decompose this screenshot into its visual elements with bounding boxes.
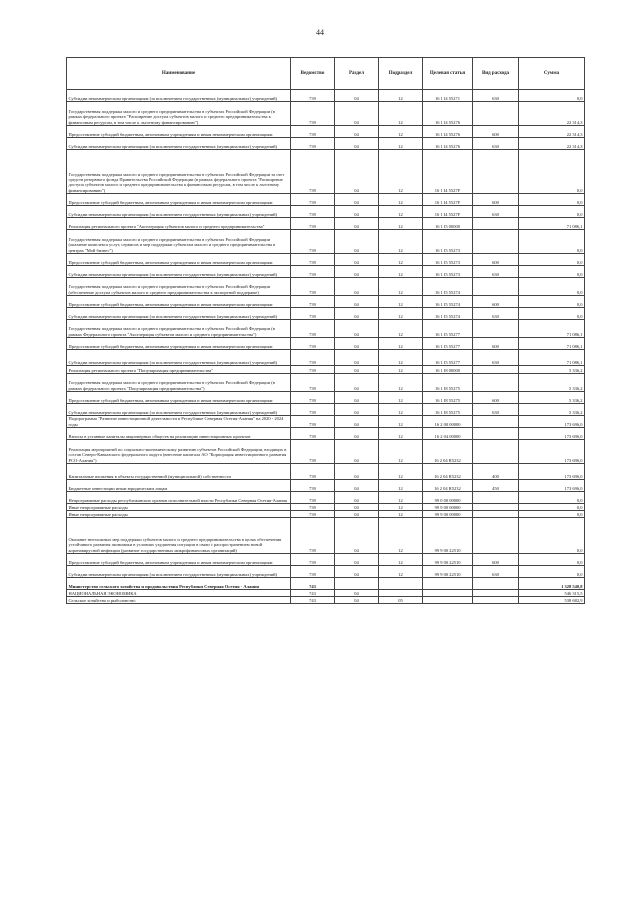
cell-sum: 0,0	[519, 278, 585, 296]
cell-razdel: 04	[335, 518, 379, 554]
cell-ved: 739	[291, 206, 335, 218]
cell-podrazdel	[379, 578, 423, 590]
table-row	[67, 440, 585, 464]
cell-sum: 0,0	[519, 266, 585, 278]
cell-name: Реализация мероприятий по социально-экономическому развитию субъектов Российской Федерации, входящих в состав Северо-Кавказского федерального округа (внесение капитала АО "Корпорация инвестиционного развития РСО-Алания")	[67, 440, 291, 464]
table-row	[67, 464, 585, 480]
cell-sum: 0,0	[519, 492, 585, 504]
cell-cs: 99 9 00 22510	[423, 518, 473, 554]
cell-ved: 739	[291, 254, 335, 266]
cell-name: Предоставление субсидий бюджетным, автономным учреждениям и иным некоммерческим организациям	[67, 194, 291, 206]
cell-name: Предоставление субсидий бюджетным, автономным учреждениям и иным некоммерческим организациям	[67, 296, 291, 308]
table-row	[67, 296, 585, 308]
cell-vr	[473, 102, 519, 126]
page-number: 44	[316, 28, 324, 37]
cell-vr	[473, 374, 519, 392]
cell-cs: 16 1 I4 5527F	[423, 194, 473, 206]
cell-sum: 71 086,1	[519, 338, 585, 350]
cell-vr: 600	[473, 126, 519, 138]
cell-name: Бюджетные инвестиции иным юридическим лицам	[67, 480, 291, 492]
table-row	[67, 480, 585, 492]
cell-razdel: 04	[335, 126, 379, 138]
cell-name: Субсидии некоммерческим организациям (за исключением государственных (муниципальных) учреждений)	[67, 138, 291, 150]
cell-name: Субсидии некоммерческим организациям (за исключением государственных (муниципальных) учреждений)	[67, 308, 291, 320]
cell-vr	[473, 416, 519, 428]
cell-vr: 630	[473, 308, 519, 320]
cell-sum: 71 086,1	[519, 218, 585, 230]
cell-razdel: 04	[335, 230, 379, 254]
cell-vr: 630	[473, 266, 519, 278]
cell-vr	[473, 428, 519, 440]
cell-name: Оказание неотложных мер поддержки субъектов малого и среднего предпринимательства в целях обеспечения устойчивого развития экономики в условиях ухудшения ситуации в связи с распространением новой коронавирусной инфекции (развитие государственных микрофинансовых организаций)	[67, 518, 291, 554]
cell-cs: 16 1 I8 55275	[423, 374, 473, 392]
cell-name: Субсидии некоммерческим организациям (за исключением государственных (муниципальных) учреждений)	[67, 566, 291, 578]
cell-podrazdel: 12	[379, 138, 423, 150]
cell-cs: 99 9 00 00000	[423, 504, 473, 511]
cell-vr	[473, 218, 519, 230]
cell-razdel	[335, 578, 379, 590]
cell-ved: 739	[291, 266, 335, 278]
cell-podrazdel: 12	[379, 464, 423, 480]
cell-sum: 173 696,0	[519, 480, 585, 492]
cell-sum: 22 314,3	[519, 102, 585, 126]
cell-ved: 743	[291, 590, 335, 597]
cell-ved: 739	[291, 278, 335, 296]
cell-razdel: 04	[335, 416, 379, 428]
cell-razdel: 04	[335, 590, 379, 597]
table-row	[67, 597, 585, 604]
table-row	[67, 492, 585, 504]
cell-ved: 739	[291, 366, 335, 374]
cell-razdel: 04	[335, 428, 379, 440]
cell-razdel: 04	[335, 440, 379, 464]
cell-sum: 5 336,2	[519, 404, 585, 416]
cell-name: Подпрограмма "Развитие инвестиционной деятельности в Республике Северная Осетия-Алания" на 2020 - 2024 годы	[67, 416, 291, 428]
cell-ved: 739	[291, 338, 335, 350]
cell-ved: 739	[291, 566, 335, 578]
header-vr: Вид расхода	[473, 58, 519, 90]
cell-name: Субсидии некоммерческим организациям (за исключением государственных (муниципальных) учреждений)	[67, 206, 291, 218]
cell-podrazdel: 12	[379, 126, 423, 138]
cell-razdel: 04	[335, 511, 379, 518]
cell-podrazdel: 12	[379, 206, 423, 218]
cell-sum: 5 336,2	[519, 366, 585, 374]
cell-razdel: 04	[335, 150, 379, 194]
cell-razdel: 04	[335, 350, 379, 366]
cell-ved: 739	[291, 492, 335, 504]
cell-vr: 630	[473, 566, 519, 578]
cell-cs: 16 1 I5 55277	[423, 338, 473, 350]
cell-vr: 600	[473, 296, 519, 308]
cell-cs: 16 2 04 00000	[423, 428, 473, 440]
cell-cs: 16 1 I4 5527F	[423, 150, 473, 194]
cell-podrazdel: 12	[379, 518, 423, 554]
table-row	[67, 392, 585, 404]
cell-sum: 0,0	[519, 511, 585, 518]
cell-ved: 739	[291, 150, 335, 194]
cell-cs: 16 2 04 R5232	[423, 480, 473, 492]
cell-razdel: 04	[335, 554, 379, 566]
cell-sum: 5 336,2	[519, 374, 585, 392]
cell-podrazdel: 12	[379, 254, 423, 266]
cell-razdel: 04	[335, 278, 379, 296]
cell-sum: 173 696,0	[519, 440, 585, 464]
cell-cs: 16 1 I4 55276	[423, 126, 473, 138]
cell-cs: 16 1 I4 55276	[423, 102, 473, 126]
cell-name: Государственная поддержка малого и среднего предпринимательства в субъектах Российской Федерации (обеспечение доступа субъектов малого и среднего предпринимательства к экспортной поддержке)	[67, 278, 291, 296]
cell-podrazdel: 12	[379, 392, 423, 404]
cell-vr: 630	[473, 138, 519, 150]
cell-razdel: 04	[335, 296, 379, 308]
cell-podrazdel: 12	[379, 404, 423, 416]
table-row	[67, 338, 585, 350]
cell-podrazdel: 12	[379, 440, 423, 464]
table-row	[67, 320, 585, 338]
cell-name: Министерство сельского хозяйства и продовольствия Республики Северная Осетия - Алания	[67, 578, 291, 590]
cell-sum: 173 696,0	[519, 464, 585, 480]
cell-vr: 400	[473, 464, 519, 480]
cell-name: Предоставление субсидий бюджетным, автономным учреждениям и иным некоммерческим организациям	[67, 554, 291, 566]
cell-sum: 0,0	[519, 296, 585, 308]
table-row	[67, 194, 585, 206]
cell-razdel: 04	[335, 374, 379, 392]
cell-cs	[423, 590, 473, 597]
cell-razdel: 04	[335, 366, 379, 374]
table-row	[67, 150, 585, 194]
cell-razdel: 04	[335, 566, 379, 578]
cell-cs: 16 2 04 R5232	[423, 464, 473, 480]
cell-cs: 16 1 I4 55271	[423, 90, 473, 102]
cell-sum: 538 682,9	[519, 597, 585, 604]
cell-cs: 16 1 I4 55276	[423, 138, 473, 150]
cell-name: Субсидии некоммерческим организациям (за исключением государственных (муниципальных) учреждений)	[67, 90, 291, 102]
cell-sum: 173 696,0	[519, 428, 585, 440]
cell-cs: 16 1 I4 5527F	[423, 206, 473, 218]
cell-cs: 16 1 I5 55273	[423, 266, 473, 278]
cell-razdel: 04	[335, 266, 379, 278]
cell-podrazdel: 12	[379, 308, 423, 320]
table-row	[67, 266, 585, 278]
cell-ved: 739	[291, 218, 335, 230]
table-row	[67, 254, 585, 266]
cell-vr: 600	[473, 254, 519, 266]
cell-podrazdel: 12	[379, 416, 423, 428]
cell-ved: 739	[291, 350, 335, 366]
cell-podrazdel: 12	[379, 480, 423, 492]
cell-name: Иные непрограммные расходы	[67, 504, 291, 511]
cell-cs: 99 9 00 00000	[423, 511, 473, 518]
cell-ved: 739	[291, 102, 335, 126]
cell-cs: 99 9 00 22510	[423, 554, 473, 566]
table-row	[67, 554, 585, 566]
cell-ved: 739	[291, 374, 335, 392]
cell-razdel: 04	[335, 492, 379, 504]
cell-ved: 739	[291, 194, 335, 206]
cell-cs: 99 9 00 22510	[423, 566, 473, 578]
header-name: Наименование	[67, 58, 291, 90]
cell-ved: 739	[291, 480, 335, 492]
cell-razdel: 04	[335, 404, 379, 416]
cell-razdel: 04	[335, 392, 379, 404]
cell-cs: 16 1 I5 55277	[423, 320, 473, 338]
cell-podrazdel: 12	[379, 278, 423, 296]
cell-razdel: 04	[335, 218, 379, 230]
cell-ved: 739	[291, 392, 335, 404]
cell-name: Субсидии некоммерческим организациям (за исключением государственных (муниципальных) учреждений)	[67, 266, 291, 278]
cell-vr	[473, 590, 519, 597]
cell-cs: 16 1 I5 00000	[423, 218, 473, 230]
table-row	[67, 428, 585, 440]
cell-vr: 630	[473, 90, 519, 102]
cell-ved: 739	[291, 511, 335, 518]
table-row	[67, 126, 585, 138]
budget-table-container	[66, 57, 584, 604]
table-row	[67, 578, 585, 590]
cell-vr	[473, 278, 519, 296]
cell-cs: 16 1 I5 55274	[423, 296, 473, 308]
cell-podrazdel: 12	[379, 374, 423, 392]
cell-sum: 0,0	[519, 194, 585, 206]
cell-ved: 739	[291, 126, 335, 138]
cell-ved: 739	[291, 440, 335, 464]
cell-vr	[473, 440, 519, 464]
cell-sum: 71 086,1	[519, 350, 585, 366]
cell-cs: 16 1 I8 55275	[423, 392, 473, 404]
cell-razdel: 04	[335, 338, 379, 350]
cell-sum: 546 315,5	[519, 590, 585, 597]
table-row	[67, 504, 585, 511]
cell-razdel: 04	[335, 254, 379, 266]
cell-vr: 630	[473, 404, 519, 416]
table-header-row	[67, 58, 585, 90]
cell-sum: 173 696,0	[519, 416, 585, 428]
cell-vr: 600	[473, 194, 519, 206]
cell-vr	[473, 511, 519, 518]
cell-razdel: 04	[335, 464, 379, 480]
cell-vr	[473, 230, 519, 254]
cell-podrazdel: 12	[379, 102, 423, 126]
cell-podrazdel: 05	[379, 597, 423, 604]
cell-podrazdel: 12	[379, 90, 423, 102]
cell-name: Государственная поддержка малого и среднего предпринимательства в субъектах Российской Федерации (в рамках Федерального проекта "Акселерация субъектов малого и среднего предпринимательства")	[67, 320, 291, 338]
cell-razdel: 04	[335, 308, 379, 320]
cell-ved: 739	[291, 90, 335, 102]
cell-name: Субсидии некоммерческим организациям (за исключением государственных (муниципальных) учреждений)	[67, 404, 291, 416]
cell-sum: 22 314,3	[519, 138, 585, 150]
cell-razdel: 04	[335, 194, 379, 206]
cell-name: Капитальные вложения в объекты государственной (муниципальной) собственности	[67, 464, 291, 480]
cell-vr	[473, 518, 519, 554]
cell-podrazdel: 12	[379, 194, 423, 206]
table-row	[67, 102, 585, 126]
cell-vr: 600	[473, 392, 519, 404]
cell-name: Предоставление субсидий бюджетным, автономным учреждениям и иным некоммерческим организациям	[67, 338, 291, 350]
cell-vr	[473, 578, 519, 590]
cell-ved: 739	[291, 308, 335, 320]
cell-cs: 16 1 I8 00000	[423, 366, 473, 374]
table-row	[67, 230, 585, 254]
cell-ved: 739	[291, 428, 335, 440]
cell-cs: 16 1 I5 55277	[423, 350, 473, 366]
cell-sum: 0,0	[519, 308, 585, 320]
cell-sum: 22 314,3	[519, 126, 585, 138]
cell-podrazdel: 12	[379, 320, 423, 338]
cell-vr: 450	[473, 480, 519, 492]
cell-vr: 630	[473, 206, 519, 218]
cell-vr: 600	[473, 338, 519, 350]
cell-ved: 739	[291, 230, 335, 254]
cell-razdel: 04	[335, 480, 379, 492]
cell-name: Предоставление субсидий бюджетным, автономным учреждениям и иным некоммерческим организациям	[67, 392, 291, 404]
table-row	[67, 511, 585, 518]
cell-ved: 739	[291, 504, 335, 511]
cell-name: Реализация регионального проекта "Акселерация субъектов малого и среднего предпринимательства"	[67, 218, 291, 230]
cell-podrazdel: 12	[379, 554, 423, 566]
cell-podrazdel: 12	[379, 428, 423, 440]
cell-podrazdel: 12	[379, 492, 423, 504]
cell-name: Государственная поддержка малого и среднего предпринимательства в субъектах Российской Федерации (оказание комплекса услуг, сервисов и мер поддержки субъектам малого и среднего предпринимательства в центрах "Мой бизнес")	[67, 230, 291, 254]
cell-podrazdel: 12	[379, 511, 423, 518]
cell-name: Предоставление субсидий бюджетным, автономным учреждениям и иным некоммерческим организациям	[67, 126, 291, 138]
cell-vr: 600	[473, 554, 519, 566]
cell-cs: 99 0 00 00000	[423, 492, 473, 504]
header-podrazdel: Подраздел	[379, 58, 423, 90]
cell-cs: 16 1 I5 55273	[423, 230, 473, 254]
cell-podrazdel: 12	[379, 230, 423, 254]
cell-sum: 71 086,1	[519, 320, 585, 338]
cell-cs: 16 2 04 R5232	[423, 440, 473, 464]
budget-table	[66, 57, 585, 604]
cell-cs	[423, 597, 473, 604]
cell-podrazdel: 12	[379, 150, 423, 194]
cell-razdel: 04	[335, 597, 379, 604]
cell-podrazdel	[379, 590, 423, 597]
cell-sum: 0,0	[519, 150, 585, 194]
cell-name: Реализация регионального проекта "Популяризация предпринимательства"	[67, 366, 291, 374]
cell-razdel: 04	[335, 90, 379, 102]
cell-cs: 16 1 I5 55273	[423, 254, 473, 266]
header-ved: Ведомство	[291, 58, 335, 90]
cell-vr	[473, 504, 519, 511]
table-row	[67, 278, 585, 296]
cell-name: Сельское хозяйство и рыболовство	[67, 597, 291, 604]
table-body	[67, 90, 585, 604]
cell-podrazdel: 12	[379, 218, 423, 230]
cell-sum: 0,0	[519, 554, 585, 566]
cell-name: Непрограммные расходы республиканских органов исполнительной власти Республики Северная Осетия-Алания	[67, 492, 291, 504]
cell-cs: 16 1 I5 55274	[423, 308, 473, 320]
cell-name: НАЦИОНАЛЬНАЯ ЭКОНОМИКА	[67, 590, 291, 597]
cell-vr	[473, 597, 519, 604]
table-row	[67, 566, 585, 578]
cell-vr	[473, 320, 519, 338]
cell-name: Государственная поддержка малого и среднего предпринимательства в субъектах Российской Федерации (в рамках федерального проекта "Популяризация предпринимательства")	[67, 374, 291, 392]
cell-ved: 739	[291, 518, 335, 554]
cell-podrazdel: 12	[379, 338, 423, 350]
cell-ved: 739	[291, 296, 335, 308]
cell-cs: 16 1 I8 55275	[423, 404, 473, 416]
cell-razdel: 04	[335, 320, 379, 338]
header-razdel: Раздел	[335, 58, 379, 90]
cell-name: Государственная поддержка малого и среднего предпринимательства в субъектах Российской Федерации (в рамках федерального проекта "Расширение доступа субъектов малого и среднего предпринимательства к финансовым ресурсам, в том числе к льготному финансированию")	[67, 102, 291, 126]
cell-vr	[473, 492, 519, 504]
header-cs: Целевая статья	[423, 58, 473, 90]
cell-name: Субсидии некоммерческим организациям (за исключением государственных (муниципальных) учреждений)	[67, 350, 291, 366]
table-row	[67, 366, 585, 374]
cell-vr	[473, 366, 519, 374]
table-row	[67, 308, 585, 320]
cell-ved: 739	[291, 320, 335, 338]
cell-cs: 16 1 I5 55274	[423, 278, 473, 296]
table-row	[67, 590, 585, 597]
cell-sum: 0,0	[519, 518, 585, 554]
cell-razdel: 04	[335, 206, 379, 218]
cell-razdel: 04	[335, 138, 379, 150]
table-row	[67, 374, 585, 392]
cell-sum: 0,0	[519, 254, 585, 266]
cell-sum: 0,0	[519, 90, 585, 102]
cell-podrazdel: 12	[379, 350, 423, 366]
cell-ved: 739	[291, 416, 335, 428]
cell-cs	[423, 578, 473, 590]
cell-sum: 1 328 540,8	[519, 578, 585, 590]
table-row	[67, 416, 585, 428]
cell-vr	[473, 150, 519, 194]
cell-name: Государственная поддержка малого и среднего предпринимательства в субъектах Российской Федерации за счет средств резервного фонда Правительства Российской Федерации (в рамках федерального проекта "Расширение доступа субъектов малого и среднего предпринимательства к финансовым ресурсам, в том числе к льготному финансированию")	[67, 150, 291, 194]
cell-sum: 5 336,2	[519, 392, 585, 404]
cell-podrazdel: 12	[379, 266, 423, 278]
table-row	[67, 518, 585, 554]
cell-ved: 739	[291, 554, 335, 566]
cell-podrazdel: 12	[379, 366, 423, 374]
cell-vr: 630	[473, 350, 519, 366]
cell-ved: 743	[291, 578, 335, 590]
cell-ved: 739	[291, 464, 335, 480]
cell-name: Предоставление субсидий бюджетным, автономным учреждениям и иным некоммерческим организациям	[67, 254, 291, 266]
table-row	[67, 218, 585, 230]
cell-sum: 0,0	[519, 504, 585, 511]
cell-cs: 16 2 00 00000	[423, 416, 473, 428]
table-row	[67, 404, 585, 416]
table-row	[67, 350, 585, 366]
cell-razdel: 04	[335, 102, 379, 126]
table-row	[67, 90, 585, 102]
cell-name: Иные непрограммные расходы	[67, 511, 291, 518]
cell-podrazdel: 12	[379, 504, 423, 511]
header-sum: Сумма	[519, 58, 585, 90]
cell-sum: 0,0	[519, 566, 585, 578]
table-row	[67, 138, 585, 150]
cell-name: Взносы в уставные капиталы акционерных обществ на реализацию инвестиционных проектов	[67, 428, 291, 440]
cell-razdel: 04	[335, 504, 379, 511]
cell-podrazdel: 12	[379, 566, 423, 578]
cell-sum: 0,0	[519, 206, 585, 218]
cell-ved: 739	[291, 404, 335, 416]
cell-ved: 743	[291, 597, 335, 604]
table-row	[67, 206, 585, 218]
cell-podrazdel: 12	[379, 296, 423, 308]
cell-ved: 739	[291, 138, 335, 150]
cell-sum: 0,0	[519, 230, 585, 254]
